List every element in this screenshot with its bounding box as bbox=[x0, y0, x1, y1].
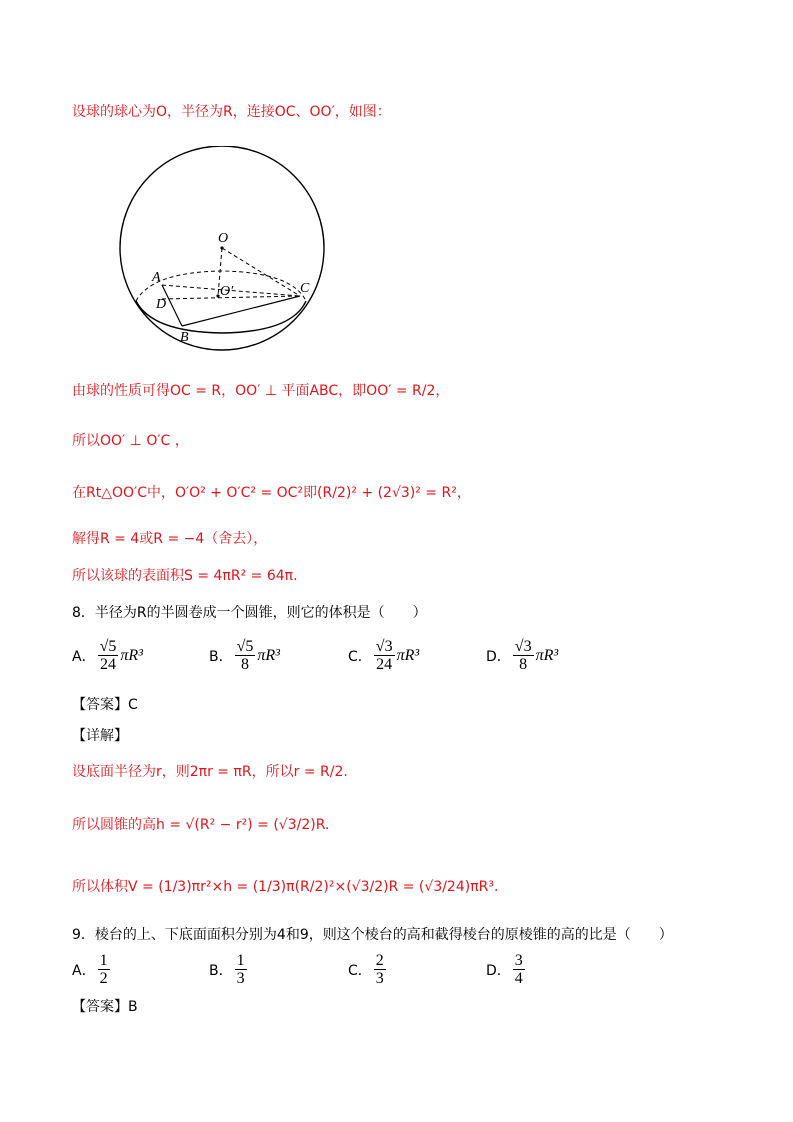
label-b: B bbox=[180, 330, 189, 345]
q8-answer: 【答案】C bbox=[72, 697, 138, 713]
q9-option-b-frac: $\frac{1}{3}$ bbox=[236, 952, 245, 987]
q9-answer: 【答案】B bbox=[72, 999, 138, 1015]
sol7-intro: 设球的球心为O，半径为R，连接OC、OO′，如图： bbox=[72, 104, 391, 120]
q9-option-c-frac: $\frac{2}{3}$ bbox=[375, 952, 384, 987]
q8-option-a[interactable]: A． $\frac{√5}{24}$ πR³ bbox=[72, 638, 143, 673]
label-c: C bbox=[300, 281, 310, 296]
q8-option-b-frac: $\frac{√5}{8}$ bbox=[236, 638, 254, 673]
q8-stem: 8．半径为R的半圆卷成一个圆锥，则它的体积是（ ） bbox=[72, 605, 427, 621]
q8-option-b[interactable]: B． $\frac{√5}{8}$ πR³ bbox=[209, 638, 280, 673]
sol7-line4: 解得R = 4或R = −4（舍去）， bbox=[72, 531, 268, 547]
q8-detail-3: 所以体积V = (1/3)πr²×h = (1/3)π(R/2)²×(√3/2)R = (√3/24)πR³. bbox=[72, 879, 499, 895]
q8-option-a-frac: $\frac{√5}{24}$ bbox=[99, 638, 117, 673]
q8-detail-title: 【详解】 bbox=[72, 728, 128, 744]
sol7-line2: 所以OO′ ⊥ O′C ， bbox=[72, 433, 189, 449]
q9-option-c[interactable]: C． $\frac{2}{3}$ bbox=[348, 952, 384, 987]
q9-option-d-frac: $\frac{3}{4}$ bbox=[514, 952, 523, 987]
label-d: D bbox=[156, 297, 167, 312]
q9-option-d[interactable]: D． $\frac{3}{4}$ bbox=[486, 952, 523, 987]
label-a: A bbox=[152, 270, 161, 285]
q8-option-d[interactable]: D． $\frac{√3}{8}$ πR³ bbox=[486, 638, 559, 673]
q9-option-a-frac: $\frac{1}{2}$ bbox=[99, 952, 108, 987]
q9-option-b[interactable]: B． $\frac{1}{3}$ bbox=[209, 952, 245, 987]
q8-detail-2: 所以圆锥的高h = √(R² − r²) = (√3/2)R. bbox=[72, 817, 330, 833]
q8-option-d-frac: $\frac{√3}{8}$ bbox=[514, 638, 532, 673]
segment-oc bbox=[222, 248, 300, 296]
sol7-line5: 所以该球的表面积S = 4πR² = 64π. bbox=[72, 568, 298, 584]
q9-option-a[interactable]: A． $\frac{1}{2}$ bbox=[72, 952, 108, 987]
sphere-figure bbox=[110, 146, 340, 356]
q8-option-c[interactable]: C． $\frac{√3}{24}$ πR³ bbox=[348, 638, 420, 673]
q8-option-c-frac: $\frac{√3}{24}$ bbox=[375, 638, 393, 673]
edge-bc bbox=[182, 296, 300, 326]
q8-detail-1: 设底面半径为r，则2πr = πR，所以r = R/2. bbox=[72, 764, 348, 780]
label-o: O bbox=[218, 231, 229, 246]
sol7-line1: 由球的性质可得OC = R，OO′ ⊥ 平面ABC，即OO′ = R/2， bbox=[72, 383, 450, 399]
sol7-line3: 在Rt△OO′C中，O′O² + O′C² = OC²即(R/2)² + (2√3)² = R²， bbox=[72, 485, 471, 501]
label-o1: O′ bbox=[220, 284, 234, 299]
q9-stem: 9．棱台的上、下底面面积分别为4和9，则这个棱台的高和截得棱台的原棱锥的高的比是（ ） bbox=[72, 927, 673, 943]
